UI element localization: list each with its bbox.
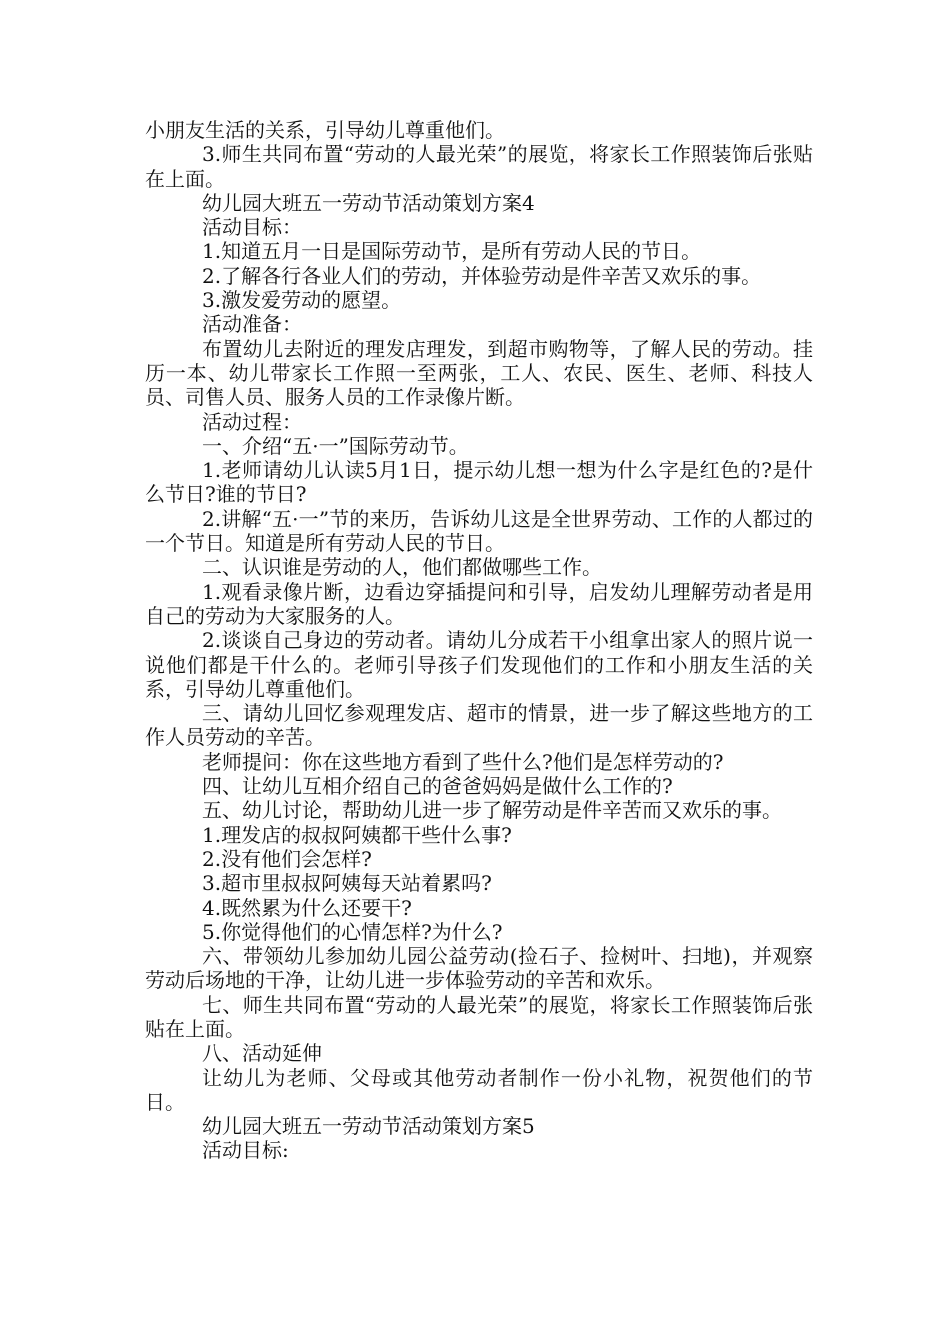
paragraph: 1.知道五月一日是国际劳动节，是所有劳动人民的节日。 — [202, 239, 702, 264]
paragraph: 老师提问：你在这些地方看到了些什么?他们是怎样劳动的? — [202, 749, 724, 774]
paragraph: 1.理发店的叔叔阿姨都干些什么事? — [202, 822, 512, 847]
paragraph: 1.老师请幼儿认读5月1日，提示幼儿想一想为什么字是红色的?是什么节日?谁的节日? — [145, 458, 813, 507]
document-body — [145, 118, 813, 1163]
paragraph: 3.师生共同布置“劳动的人最光荣”的展览，将家长工作照装饰后张贴在上面。 — [145, 142, 813, 191]
paragraph: 让幼儿为老师、父母或其他劳动者制作一份小礼物，祝贺他们的节日。 — [145, 1065, 813, 1114]
paragraph: 四、让幼儿互相介绍自己的爸爸妈妈是做什么工作的? — [202, 774, 673, 799]
paragraph: 八、活动延伸 — [202, 1041, 322, 1066]
paragraph: 1.观看录像片断，边看边穿插提问和引导，启发幼儿理解劳动者是用自己的劳动为大家服务的人。 — [145, 579, 813, 628]
paragraph: 2.了解各行各业人们的劳动，并体验劳动是件辛苦又欢乐的事。 — [202, 263, 762, 288]
paragraph: 5.你觉得他们的心情怎样?为什么? — [202, 919, 503, 944]
paragraph: 活动准备： — [202, 312, 302, 337]
paragraph: 活动目标： — [202, 215, 302, 240]
paragraph: 小朋友生活的关系，引导幼儿尊重他们。 — [145, 118, 505, 142]
paragraph: 六、带领幼儿参加幼儿园公益劳动(捡石子、捡树叶、扫地)，并观察劳动后场地的干净，让幼儿进一步体验劳动的辛苦和欢乐。 — [145, 944, 813, 993]
paragraph: 二、认识谁是劳动的人，他们都做哪些工作。 — [202, 555, 602, 580]
paragraph: 三、请幼儿回忆参观理发店、超市的情景，进一步了解这些地方的工作人员劳动的辛苦。 — [145, 701, 813, 750]
paragraph: 一、介绍“五·一”国际劳动节。 — [202, 433, 469, 458]
paragraph: 活动目标: — [202, 1138, 289, 1163]
paragraph: 幼儿园大班五一劳动节活动策划方案5 — [202, 1114, 535, 1139]
paragraph: 2.没有他们会怎样? — [202, 846, 372, 871]
paragraph: 3.超市里叔叔阿姨每天站着累吗? — [202, 871, 492, 896]
paragraph: 2.讲解“五·一”节的来历，告诉幼儿这是全世界劳动、工作的人都过的一个节日。知道是所有劳动人民的节日。 — [145, 506, 813, 556]
paragraph: 4.既然累为什么还要干? — [202, 895, 412, 920]
paragraph: 布置幼儿去附近的理发店理发，到超市购物等，了解人民的劳动。挂历一本、幼儿带家长工作照一至两张，工人、农民、医生、老师、科技人员、司售人员、服务人员的工作录像片断。 — [145, 336, 813, 410]
paragraph: 幼儿园大班五一劳动节活动策划方案4 — [202, 190, 535, 215]
paragraph: 3.激发爱劳动的愿望。 — [202, 288, 402, 313]
paragraph: 2.谈谈自己身边的劳动者。请幼儿分成若干小组拿出家人的照片说一说他们都是干什么的。老师引导孩子们发现他们的工作和小朋友生活的关系，引导幼儿尊重他们。 — [145, 628, 813, 701]
paragraph: 七、师生共同布置“劳动的人最光荣”的展览，将家长工作照装饰后张贴在上面。 — [145, 992, 813, 1041]
paragraph: 五、幼儿讨论，帮助幼儿进一步了解劳动是件辛苦而又欢乐的事。 — [202, 798, 782, 823]
paragraph: 活动过程： — [202, 409, 302, 434]
